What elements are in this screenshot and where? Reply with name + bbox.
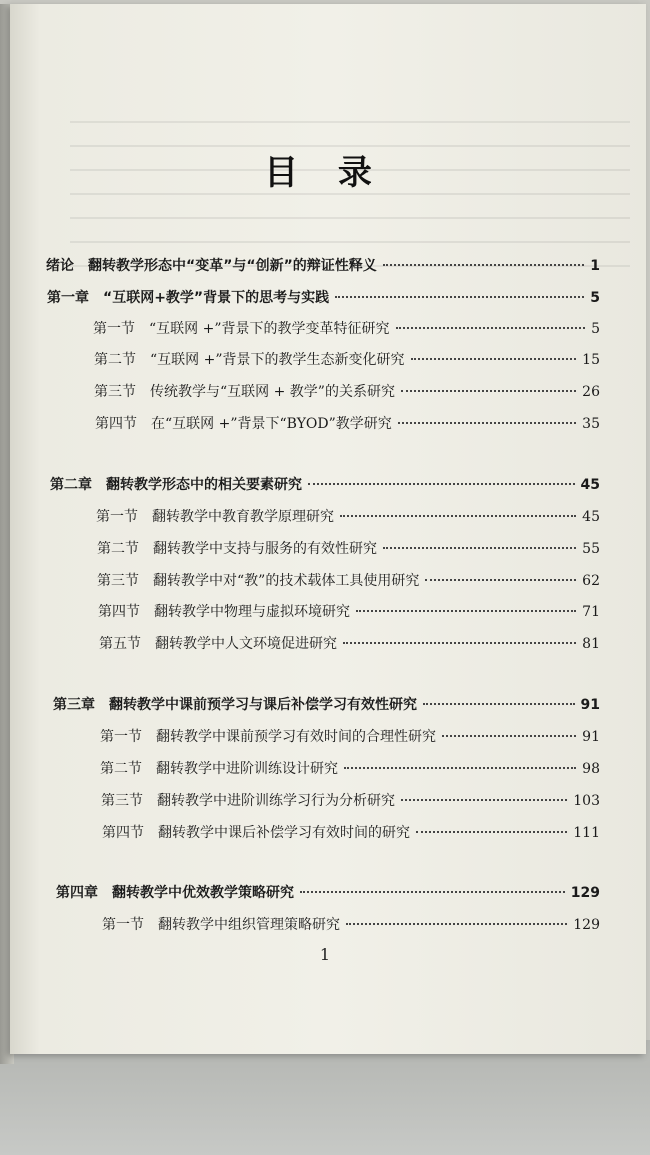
dot-leader xyxy=(398,422,576,424)
page-number: 1 xyxy=(319,945,331,964)
toc-entry-title: 绪论 翻转教学形态中“变革”与“创新”的辩证性释义 xyxy=(46,258,377,274)
toc-page-number: 26 xyxy=(582,384,600,400)
dot-leader xyxy=(300,891,565,893)
dot-leader xyxy=(343,642,576,644)
dot-leader xyxy=(411,358,577,360)
table-surface xyxy=(0,1040,650,1155)
toc-section-entry xyxy=(100,758,600,778)
dot-leader xyxy=(308,483,575,485)
toc-page-number: 129 xyxy=(573,917,600,933)
toc-page-number: 1 xyxy=(590,258,600,274)
toc-section-entry xyxy=(93,318,600,338)
toc-entry-title: 第一节 翻转教学中教育教学原理研究 xyxy=(96,509,334,525)
page-title: 目 录 xyxy=(264,153,386,193)
toc-entry-title: 第一节 翻转教学中组织管理策略研究 xyxy=(102,917,340,933)
toc-page-number: 98 xyxy=(582,761,600,777)
toc-page-number: 103 xyxy=(573,793,600,809)
dot-leader xyxy=(396,327,586,329)
toc-page-number: 111 xyxy=(573,825,600,841)
dot-leader xyxy=(416,831,567,833)
toc-page-number: 15 xyxy=(582,352,600,368)
toc-section-entry xyxy=(94,381,600,401)
toc-section-entry xyxy=(102,914,600,934)
toc-page-number: 91 xyxy=(580,697,600,713)
toc-entry-title: 第四章 翻转教学中优效教学策略研究 xyxy=(56,885,294,901)
toc-section-entry xyxy=(97,570,600,590)
toc-section-entry xyxy=(101,790,600,810)
toc-section-entry xyxy=(97,538,600,558)
toc-entry-title: 第二节 翻转教学中进阶训练设计研究 xyxy=(100,761,338,777)
toc-chapter-entry xyxy=(50,474,600,494)
toc-page-number: 35 xyxy=(582,416,600,432)
toc-entry-title: 第二节 “互联网 +”背景下的教学生态新变化研究 xyxy=(94,352,405,368)
toc-page-number: 45 xyxy=(580,477,600,493)
toc-chapter-entry xyxy=(53,694,600,714)
dot-leader xyxy=(401,390,576,392)
toc-section-entry xyxy=(99,633,600,653)
toc-page-number: 129 xyxy=(570,885,600,901)
toc-section-entry xyxy=(100,726,600,746)
toc-entry-title: 第二章 翻转教学形态中的相关要素研究 xyxy=(50,477,302,493)
toc-chapter-entry xyxy=(46,255,600,275)
toc-page-number: 5 xyxy=(590,290,600,306)
toc-page-number: 71 xyxy=(582,604,600,620)
toc-page-number: 81 xyxy=(582,636,600,652)
toc-entry-title: 第四节 在“互联网 +”背景下“BYOD”教学研究 xyxy=(95,416,392,432)
toc-entry-title: 第三节 翻转教学中进阶训练学习行为分析研究 xyxy=(101,793,395,809)
toc-entry-title: 第三节 翻转教学中对“教”的技术载体工具使用研究 xyxy=(97,573,420,589)
toc-page-number: 55 xyxy=(582,541,600,557)
toc-page-number: 5 xyxy=(591,321,600,337)
dot-leader xyxy=(383,264,584,266)
toc-page-number: 62 xyxy=(582,573,600,589)
dot-leader xyxy=(423,703,575,705)
toc-entry-title: 第一节 翻转教学中课前预学习有效时间的合理性研究 xyxy=(100,729,436,745)
toc-entry-title: 第二节 翻转教学中支持与服务的有效性研究 xyxy=(97,541,377,557)
toc-entry-title: 第四节 翻转教学中课后补偿学习有效时间的研究 xyxy=(102,825,410,841)
toc-section-entry xyxy=(94,349,600,369)
toc-page-number: 91 xyxy=(582,729,600,745)
toc-section-entry xyxy=(96,506,600,526)
dot-leader xyxy=(425,579,576,581)
toc-entry-title: 第一节 “互联网 +”背景下的教学变革特征研究 xyxy=(93,321,390,337)
toc-entry-title: 第一章 “互联网+教学”背景下的思考与实践 xyxy=(47,290,330,306)
toc-section-entry xyxy=(95,413,600,433)
dot-leader xyxy=(401,799,567,801)
toc-page-number: 45 xyxy=(582,509,600,525)
toc-chapter-entry xyxy=(47,287,600,307)
dot-leader xyxy=(335,296,584,298)
toc-entry-title: 第三节 传统教学与“互联网 + 教学”的关系研究 xyxy=(94,384,395,400)
dot-leader xyxy=(340,515,576,517)
toc-section-entry xyxy=(98,601,600,621)
toc-entry-title: 第四节 翻转教学中物理与虚拟环境研究 xyxy=(98,604,350,620)
dot-leader xyxy=(442,735,576,737)
toc-entry-title: 第三章 翻转教学中课前预学习与课后补偿学习有效性研究 xyxy=(53,697,417,713)
dot-leader xyxy=(383,547,576,549)
toc-chapter-entry xyxy=(56,882,600,902)
toc-section-entry xyxy=(102,822,600,842)
dot-leader xyxy=(356,610,576,612)
toc-entry-title: 第五节 翻转教学中人文环境促进研究 xyxy=(99,636,337,652)
bleed-through-text xyxy=(70,99,630,319)
dot-leader xyxy=(344,767,576,769)
dot-leader xyxy=(346,923,567,925)
